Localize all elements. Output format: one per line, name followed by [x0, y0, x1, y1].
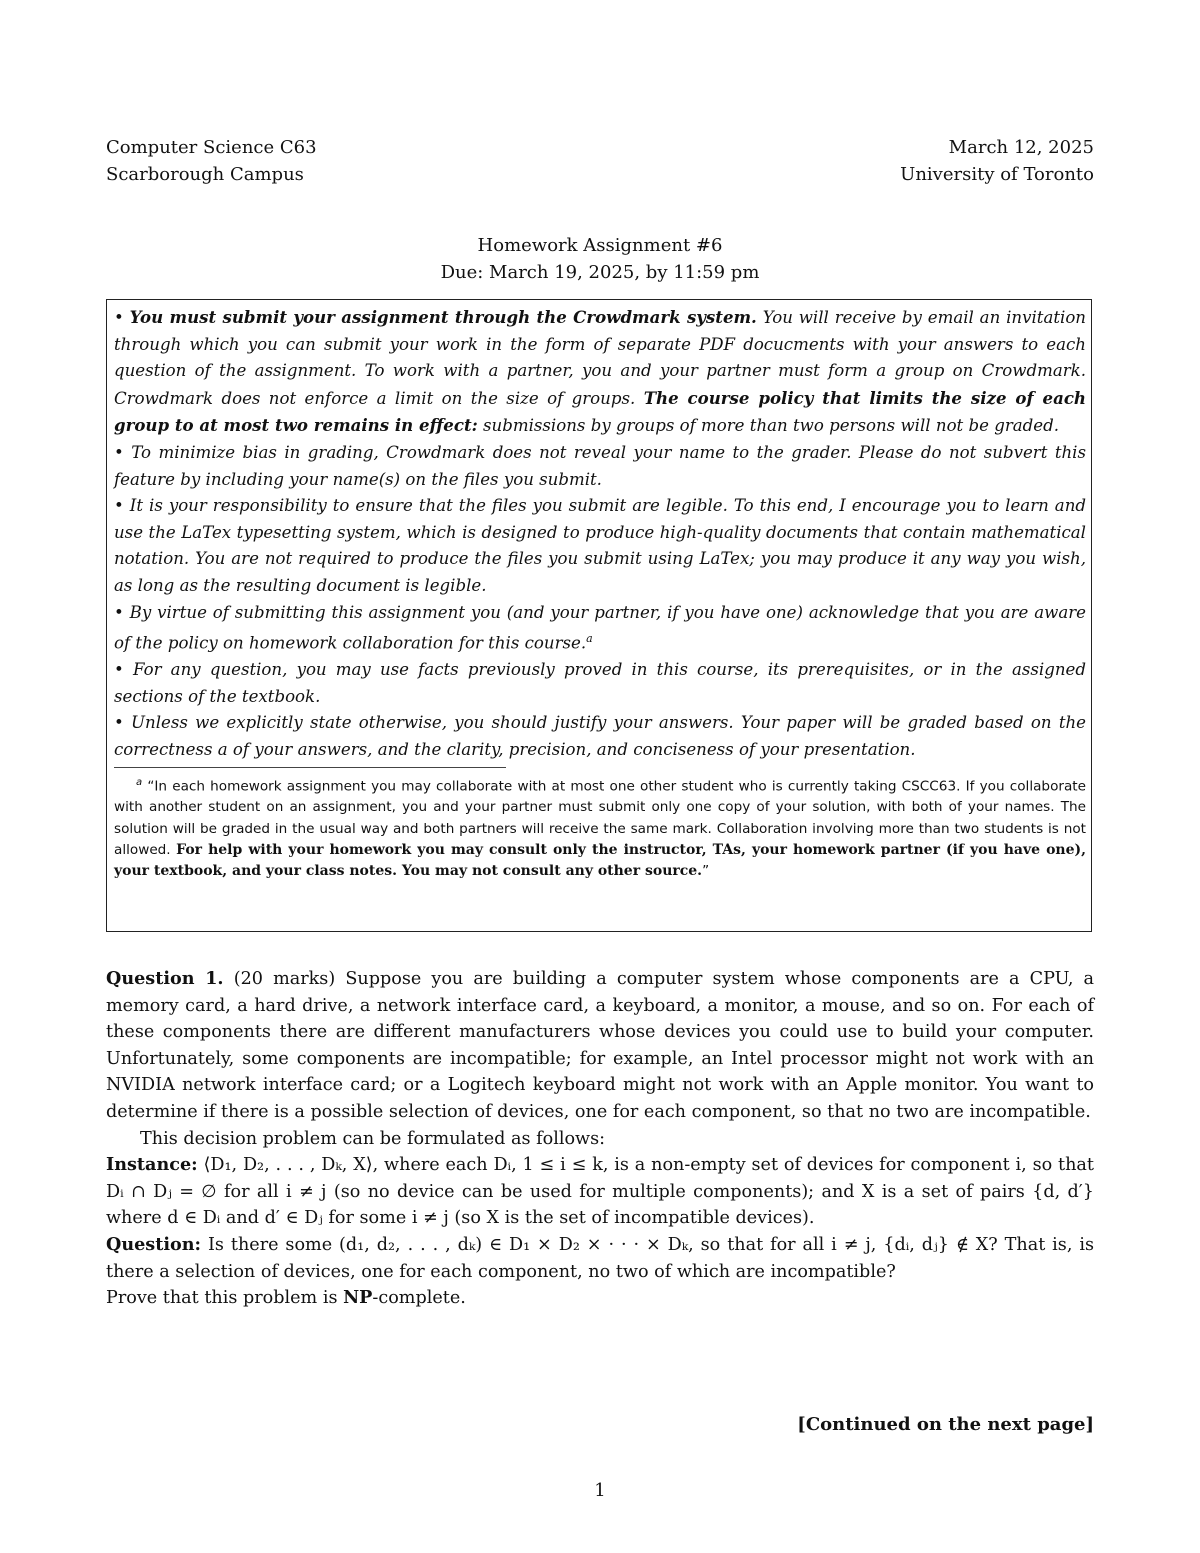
question-1-intro: Question 1. (20 marks) Suppose you are building a computer system whose components are a CPU, a memory card, a hard drive, a network interface card, a keyboard, a monitor, a mouse, and so on. For each of these components there are different manufacturers whose devices you could use to build your computer. Unfortunately, some components are incompatible; for example, an Intel processor might not work with an NVIDIA network interface card; or a Logitech keyboard might not work with an Apple monitor. You want to determine if there is a possible selection of devices, one for each component, so that no two are incompatible.: [106, 968, 1095, 1122]
course-name: Computer Science C63: [106, 137, 317, 158]
instruction-bullet-crowdmark: • You must submit your assignment through the Crowdmark system. You will receive by email an invitation through which you can submit your work in the form of separate PDF docucments with your answers to each question of the assignment. To work with a partner, you and your partner must form a group on Crowdmark. Crowdmark does not enforce a limit on the size of groups. The course policy that limits the size of each group to at most two remains in effect: submissions by groups of more than two persons will not be graded.: [114, 307, 1086, 436]
footnote-consult-policy: For help with your homework you may consult only the instructor, TAs, your homework partner (if you have one), your textbook, and your class notes. You may not consult any other source.: [114, 842, 1086, 880]
question-1-prove: Prove that this problem is NP-complete.: [106, 1287, 466, 1309]
question-1-question: Question: Is there some (d₁, d₂, . . . , dₖ) ∈ D₁ × D₂ × · · · × Dₖ, so that for all i ≠ j, {dᵢ, dⱼ} ∉ X? That is, is there a selection of devices, one for each component, no two of which are incompatible?: [106, 1233, 1094, 1282]
issue-date: March 12, 2025: [948, 137, 1094, 158]
bullet-icon: •: [114, 442, 124, 462]
instruction-bullet-bias: • To minimize bias in grading, Crowdmark does not reveal your name to the grader. Please do not subvert this feature by including your name(s) on the files you submit.: [114, 442, 1086, 489]
header-left: [106, 134, 317, 188]
group-policy: The course policy that limits the size of each group to at most two remains in effect:: [114, 387, 1086, 436]
bullet-icon: •: [114, 602, 124, 622]
instruction-bullet-justify: • Unless we explicitly state otherwise, you should justify your answers. Your paper will be graded based on the correctness a of your answers, and the clarity, precision, and conciseness of your presentation.: [114, 713, 1086, 760]
instruction-bullet-legible: • It is your responsibility to ensure that the files you submit are legible. To this end, I encourage you to learn and use the LaTex typesetting system, which is designed to produce high-quality documents that contain mathematical notation. You are not required to produce the files you submit using LaTex; you may produce it any way you wish, as long as the resulting document is legible.: [114, 496, 1087, 595]
bullet-icon: •: [114, 660, 124, 680]
bullet-icon: •: [114, 713, 124, 733]
university-name: University of Toronto: [900, 164, 1094, 185]
instruction-bullet-collaboration: • By virtue of submitting this assignment you (and your partner, if you have one) acknowledge that you are aware of the policy on homework collaboration for this course.$^a$: [114, 602, 1086, 653]
due-date: Due: March 19, 2025, by 11:59 pm: [440, 262, 760, 283]
footnote-rule: [114, 767, 506, 768]
question-1: [106, 966, 1094, 1312]
bullet-icon: •: [114, 496, 124, 516]
question-1-formulation: This decision problem can be formulated as follows:: [140, 1128, 606, 1149]
campus-name: Scarborough Campus: [106, 164, 304, 185]
assignment-title: Homework Assignment #6: [477, 235, 723, 256]
header-right: [900, 134, 1094, 188]
question-label: Question 1.: [106, 968, 224, 989]
continued-note: [Continued on the next page]: [797, 1414, 1094, 1435]
bullet-icon: •: [114, 308, 124, 327]
page-number: 1: [594, 1480, 606, 1501]
question-marks: (20 marks): [233, 969, 336, 989]
footnote-label: a: [136, 776, 143, 788]
crowdmark-requirement: You must submit your assignment through the Crowdmark system.: [129, 307, 757, 327]
question-1-instance: Instance: ⟨D₁, D₂, . . . , Dₖ, X⟩, where each Dᵢ, 1 ≤ i ≤ k, is a non-empty set of devices for component i, so that Dᵢ ∩ Dⱼ = ∅ for all i ≠ j (so no device can be used for multiple components); and X is a set of pairs {d, d′} where d ∈ Dᵢ and d′ ∈ Dⱼ for some i ≠ j (so X is the set of incompatible devices).: [106, 1154, 1094, 1229]
footnote: $^a$ “In each homework assignment you may collaborate with at most one other student who is currently taking CSCC63. If you collaborate with another student on an assignment, you and your partner must submit only one copy of your solution, with both of your names. The solution will be graded in the usual way and both partners will receive the same mark. Collaboration involving more than two students is not allowed. For help with your homework you may consult only the instructor, TAs, your homework partner (if you have one), your textbook, and your class notes. You may not consult any other source.”: [114, 776, 1086, 880]
instruction-bullet-facts: • For any question, you may use facts previously proved in this course, its prerequisites, or in the assigned sections of the textbook.: [114, 660, 1086, 706]
footnote-marker: a: [586, 632, 593, 646]
instructions-box: [106, 299, 1092, 932]
assignment-title-block: [0, 232, 1200, 286]
